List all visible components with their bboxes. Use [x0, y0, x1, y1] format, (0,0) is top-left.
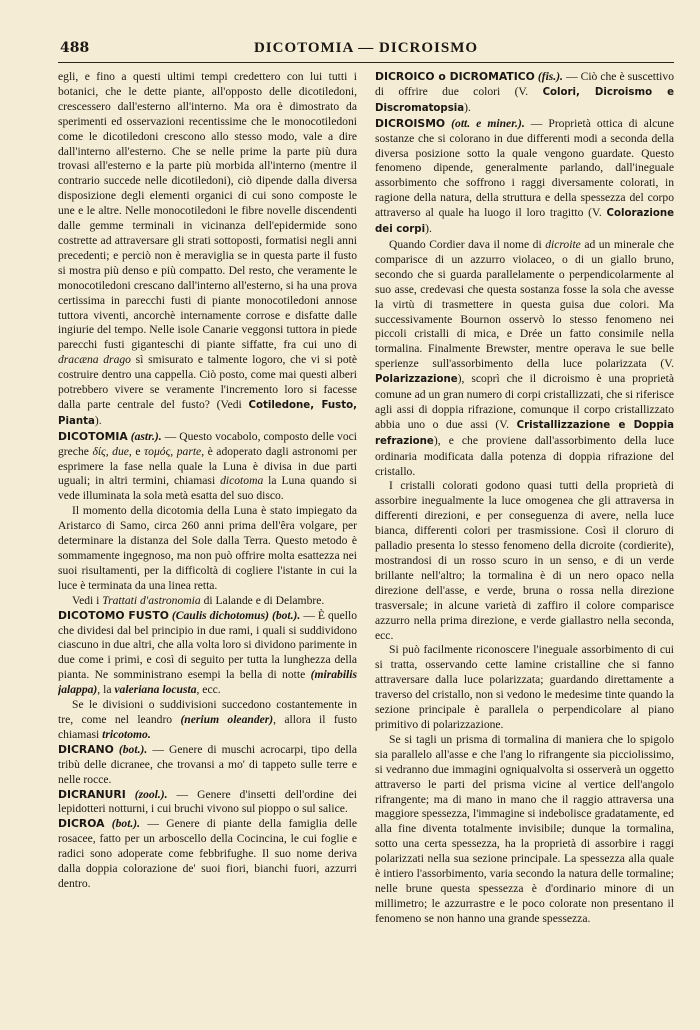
paragraph: Se si tagli un prisma di tormalina di maniera che lo spigolo sia parallelo all'asse e che l'ang lo rifrangente sia picciolissimo, si vedranno due immagini ogniqualvolta si osserverà un oggetto attraverso le parti del prisma vicine al vertice dell'angolo rifrangente; ma di mano in mano che il raggio attraversa una maggiore spessezza, l'immagine si indebolisce gradatamente, ed alla fine diventa totalmente invisibile; dunque la tormalina, sotto una certa spessezza, ha la proprietà di assorbire i raggi polarizzati nella sua sezione principale. La spessezza alla quale è intiero l'assorbimento, varia secondo la natura delle tormaline; nelle brune questa spessezza è d'ordinario minore di un millimetro; le azzurrastre e le poco colorate non presentano il fenomeno se non hanno una grande spessezza.	[375, 732, 674, 925]
entry-dicroico: DICROICO o DICROMATICO (fis.). — Ciò che è suscettivo di offrire due colori (V. Colori, Dicroismo e Discromatopsia).	[375, 70, 674, 114]
cross-reference: Cristallizzazione e Doppia refrazione	[375, 419, 674, 447]
headword: DICRANURI	[58, 787, 126, 801]
headword: DICOTOMIA	[58, 429, 128, 443]
entry-dicroismo: DICROISMO (ott. e miner.). — Proprietà ottica di alcune sostanze che si colorano in due differenti modi a seconda della diversa posizione sotto la quale vengono guardate. Questo fenomeno dipende, generalmente parlando, dall'ineguale assorbimento che soffrono i raggi diversamente colorati, in ragione della natura, della struttura e della spessezza del corpo attraverso al quale ha luogo il loro tragitto (V. Colorazione dei corpi).	[375, 116, 674, 236]
headword: DICRANO	[58, 742, 114, 756]
paragraph: Si può facilmente riconoscere l'ineguale assorbimento di cui si tratta, osservando cette lamine cristalline che si fanno attraversare dalla luce polarizzata; guardando direttamente a traverso del cristallo, non si vedono le medesime tinte quando la sezione principale è parallela o perpendicolare al piano primitivo di polarizzazione.	[375, 643, 674, 731]
page-number: 488	[60, 40, 90, 56]
cross-reference: Colori, Dicroismo e Discromatopsia	[375, 86, 674, 114]
cross-reference: Polarizzazione	[375, 374, 458, 386]
paragraph: Il momento della dicotomia della Luna è stato impiegato da Aristarco di Samo, circa 260 anni prima dell'êra volgare, per determinare la distanza del Sole dalla Terra. Questo metodo è sommamente ingegnoso, ma non può offrire molta esattezza nei suoi risultamenti, per la difficoltà di cogliere l'istante in cui la luce è terminata da una linea retta.	[58, 504, 357, 592]
text-columns	[58, 70, 674, 1012]
paragraph: Vedi i Trattati d'astronomia di Lalande e di Delambre.	[72, 593, 325, 607]
paragraph: egli, e fino a questi ultimi tempi credettero con lui tutti i botanici, che le dette piante, all'opposto delle dicotiledoni, crescessero dall'esterno all'interno. Ma ora è dimostrato da sperimenti ed osservazioni recentissime che le monocotiledoni come le dicotiledoni crescono allo stesso modo, vale a dire dall'interno all'esterno. Che se nelle prime la parte più dura trovasi all'esterno e la parte più morbida all'interno (mentre il contrario succede nelle dicotiledoni), ciò dipende dalla diversa disposizione degli elementi organici di cui sono composte le une e le altre. Nelle monocotiledoni le fibre novelle discendenti dalle gemme terminali in vicinanza dell'epidermide sono costrette ad attraversare gli strati sottoposti, formatisi negli anni precedenti; e perciò non è meraviglia se in questa parte il fusto si mostra più denso e più compatto. Del resto, che veramente le monocotiledoni crescano dall'interno all'esterno, si ha una prova certissima in parecchi fusti di piante monocotiledoni annose tuttora viventi, ancorchè internamente corrose e disfatte dalle ingiurie del tempo. Nelle isole Canarie veggonsi tuttora in piede parecchi fusti giganteschi di piante siffatte, fra cui uno di dracæna drago sì smisurato e talmente logoro, che vi si potè costruire dentro una cappella. Ciò posto, come mai questi alberi potrebbero vivere se veramente l'incremento loro si facesse dalla parte centrale del fusto? (Vedi Cotiledone, Fusto, Pianta).	[58, 70, 357, 427]
running-header	[58, 40, 674, 63]
entry-dicotomia: DICOTOMIA (astr.). — Questo vocabolo, composto delle voci greche δίς, due, e τομός, parte, è adoperato dagli astronomi per esprimere la fase nella quale la Luna è divisa in due parti uguali; in altri termini, chiamasi dicotoma la Luna quando si vede illuminata la sola metà esatta del suo disco.	[58, 429, 357, 503]
right-column	[375, 70, 674, 1012]
paragraph: Se le divisioni o suddivisioni succedono costantemente in tre, come nel leandro (nerium oleander), allora il fusto chiamasi tricotomo.	[58, 698, 357, 741]
header-title: DICOTOMIA — DICROISMO	[253, 40, 479, 56]
cross-reference: Cotiledone, Fusto, Pianta	[58, 399, 357, 427]
cross-reference: Colorazione dei corpi	[375, 208, 674, 236]
paragraph: Quando Cordier dava il nome di dicroite ad un minerale che comparisce di un azzurro violaceo, o di un giallo bruno, secondo che si guarda parallelamente o perpendicolarmente al suo asse, credevasi che questa sostanza fosse la sola che avesse la virtù di trasmettere in questa guisa due colori. Ma successivamente Bournon osservò lo stesso fenomeno nei piccoli cristalli di mica, e Drée un fatto consimile nella tormalina. Finalmente Brewster, mentre operava le sue belle sperienze sull'assorbimento della luce polarizzata (V. Polarizzazione), scoprì che il dicroismo è una proprietà comune ad un gran numero di corpi cristallizzati, che si riferisce agli assi di doppia rifrazione, comunque il corpo cristallizzato abbia uno o due assi (V. Cristallizzazione e Doppia refrazione), e che proviene dall'assorbimento della luce ordinaria modificata dalla potenza di doppia rifrazione del cristallo.	[375, 237, 674, 478]
paragraph: I cristalli colorati godono quasi tutti della proprietà di assorbire inegualmente la luce omogenea che gli attraversa in differenti direzioni, e per conseguenza di avere, nella luce bianca, differenti colori per trasmissione. Così il cloruro di palladio presenta lo stesso fenomeno della dicroite (cordierite), mostrandosi di un rosso scuro in un senso, e di un verde brillante nell'altro; la tormalina è di un nero opaco nella direzione dell'asse, e verde, bruna o rossa nella direzione trasversale; in alcune varietà di zaffiro il colore comparisce azzurro nella prima direzione, e verde giallastro nella seconda, ecc.	[375, 479, 674, 642]
headword: DICROA	[58, 817, 105, 831]
left-column	[58, 70, 357, 1012]
entry-dicroa: DICROA (bot.). — Genere di piante della famiglia delle rosacee, fatto per un arboscello della Cocincina, le cui foglie e radici sono adoperate come febbrifughe. Il suo nome deriva dalla doppia colorazione de' suoi fiori, bianchi fuori, azzurri dentro.	[58, 817, 357, 890]
entry-dicotomo-fusto: DICOTOMO FUSTO (Caulis dichotomus) (bot.). — È quello che dividesi dal bel principio in due rami, i quali si suddividono ciascuno in due altri, che alla volta loro si dividono parimente in due come i primi, e così di seguito per tutta la lunghezza della pianta. Ne somministrano esempi la bella di notte (mirabilis jalappa), la valeriana locusta, ecc.	[58, 608, 357, 697]
headword: DICROICO o DICROMATICO	[375, 70, 535, 83]
headword: DICROISMO	[375, 116, 446, 130]
entry-dicrano: DICRANO (bot.). — Genere di muschi acrocarpi, tipo della tribù delle dicranee, che trovansi a mo' di tappeto sulle terre e nelle rocce.	[58, 742, 357, 786]
entry-dicranuri: DICRANURI (zool.). — Genere d'insetti dell'ordine dei lepidotteri notturni, i cui bruchi vivono sul pioppo o sul salice.	[58, 787, 357, 816]
headword: DICOTOMO FUSTO	[58, 608, 169, 622]
